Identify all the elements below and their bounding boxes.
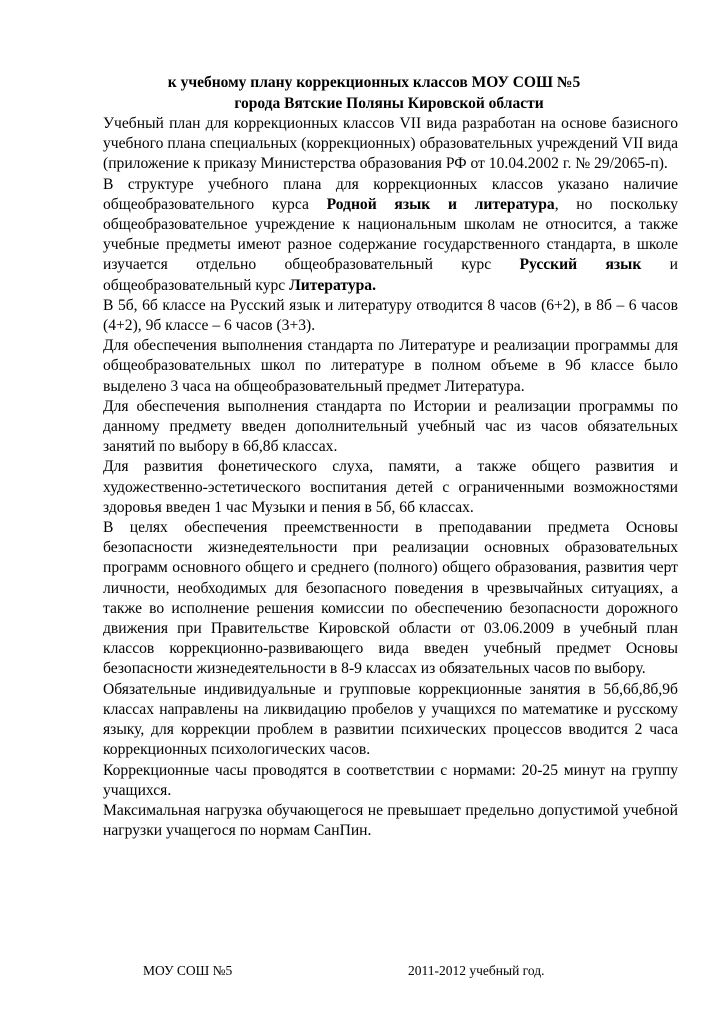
paragraph-text: , но поскольку общеобразовательное учреждение к национальным школам не относится, а также учебные предметы имеют разное содержание государственного стандарта, в школе изучается отдельно общеобразовательный курс [103,195,678,274]
paragraph-hours-allocation: В 5б, 6б классе на Русский язык и литературу отводится 8 часов (6+2), в 8б – 6 часов (4+2), 9б классе – 6 часов (3+3). [103,296,678,335]
paragraph-correction-hours: Коррекционные часы проводятся в соответствии с нормами: 20-25 минут на группу учащихся. [103,761,678,799]
paragraph-native-language [103,175,678,296]
paragraph-history: Для обеспечения выполнения стандарта по Истории и реализации программы по данному предмету введен дополнительный учебный час из часов обязательных занятий по выбору в 6б,8б классах. [103,397,678,456]
paragraph-text: и общеобразовательный курс [103,256,679,294]
paragraph-max-load: Максимальная нагрузка обучающегося не превышает предельно допустимой учебной нагрузки учащегося по нормам СанПин. [103,801,678,840]
document-body [103,114,678,841]
paragraph-curriculum-basis: Учебный план для коррекционных классов VII вида разработан на основе базисного учебного плана специальных (коррекционных) образовательных учреждений VII вида (приложение к приказу Министерства образования РФ от 10.04.2002 г. № 29/2065-п). [103,115,678,173]
heading-line-2: города Вятские Поляны Кировской области [234,95,544,112]
footer-school-name: МОУ СОШ №5 [143,963,233,978]
heading-line-1: к учебному плану коррекционных классов МОУ СОШ №5 [167,74,581,91]
paragraph-text: В структуре учебного плана для коррекционных классов указано наличие общеобразовательного курса [103,175,678,213]
bold-course-name: Русский язык [519,256,642,274]
paragraph-correction-classes: Обязательные индивидуальные и групповые коррекционные занятия в 5б,6б,8б,9б классах направлены на ликвидацию пробелов у учащихся по математике и русскому языку, для коррекции проблем в развитии психических процессов вводится 2 часа коррекционных психологических часов. [103,680,678,759]
bold-course-name: Литература. [289,276,376,294]
bold-course-name: Родной язык и литература [326,195,555,213]
footer-school-year: 2011-2012 учебный год. [408,963,545,978]
paragraph-literature: Для обеспечения выполнения стандарта по Литературе и реализации программы для общеобразовательных школ по литературе в полном объеме в 9б классе было выделено 3 часа на общеобразовательный предмет Литература. [103,337,678,395]
paragraph-life-safety: В целях обеспечения преемственности в преподавании предмета Основы безопасности жизнедеятельности при реализации основных образовательных программ основного общего и среднего (полного) общего образования, развития черт личности, необходимых для безопасного поведения в чрезвычайных ситуациях, а также во исполнение решения комиссии по обеспечению безопасности дорожного движения при Правительстве Кировской области от 03.06.2009 в учебный план классов коррекционно-развивающего вида введен учебный предмет Основы безопасности жизнедеятельности в 8-9 классах из обязательных часов по выбору. [103,519,678,678]
paragraph-music: Для развития фонетического слуха, памяти, а также общего развития и художественно-эстетического воспитания детей с ограниченными возможностями здоровья введен 1 час Музыки и пения в 5б, 6б классах. [103,458,678,516]
